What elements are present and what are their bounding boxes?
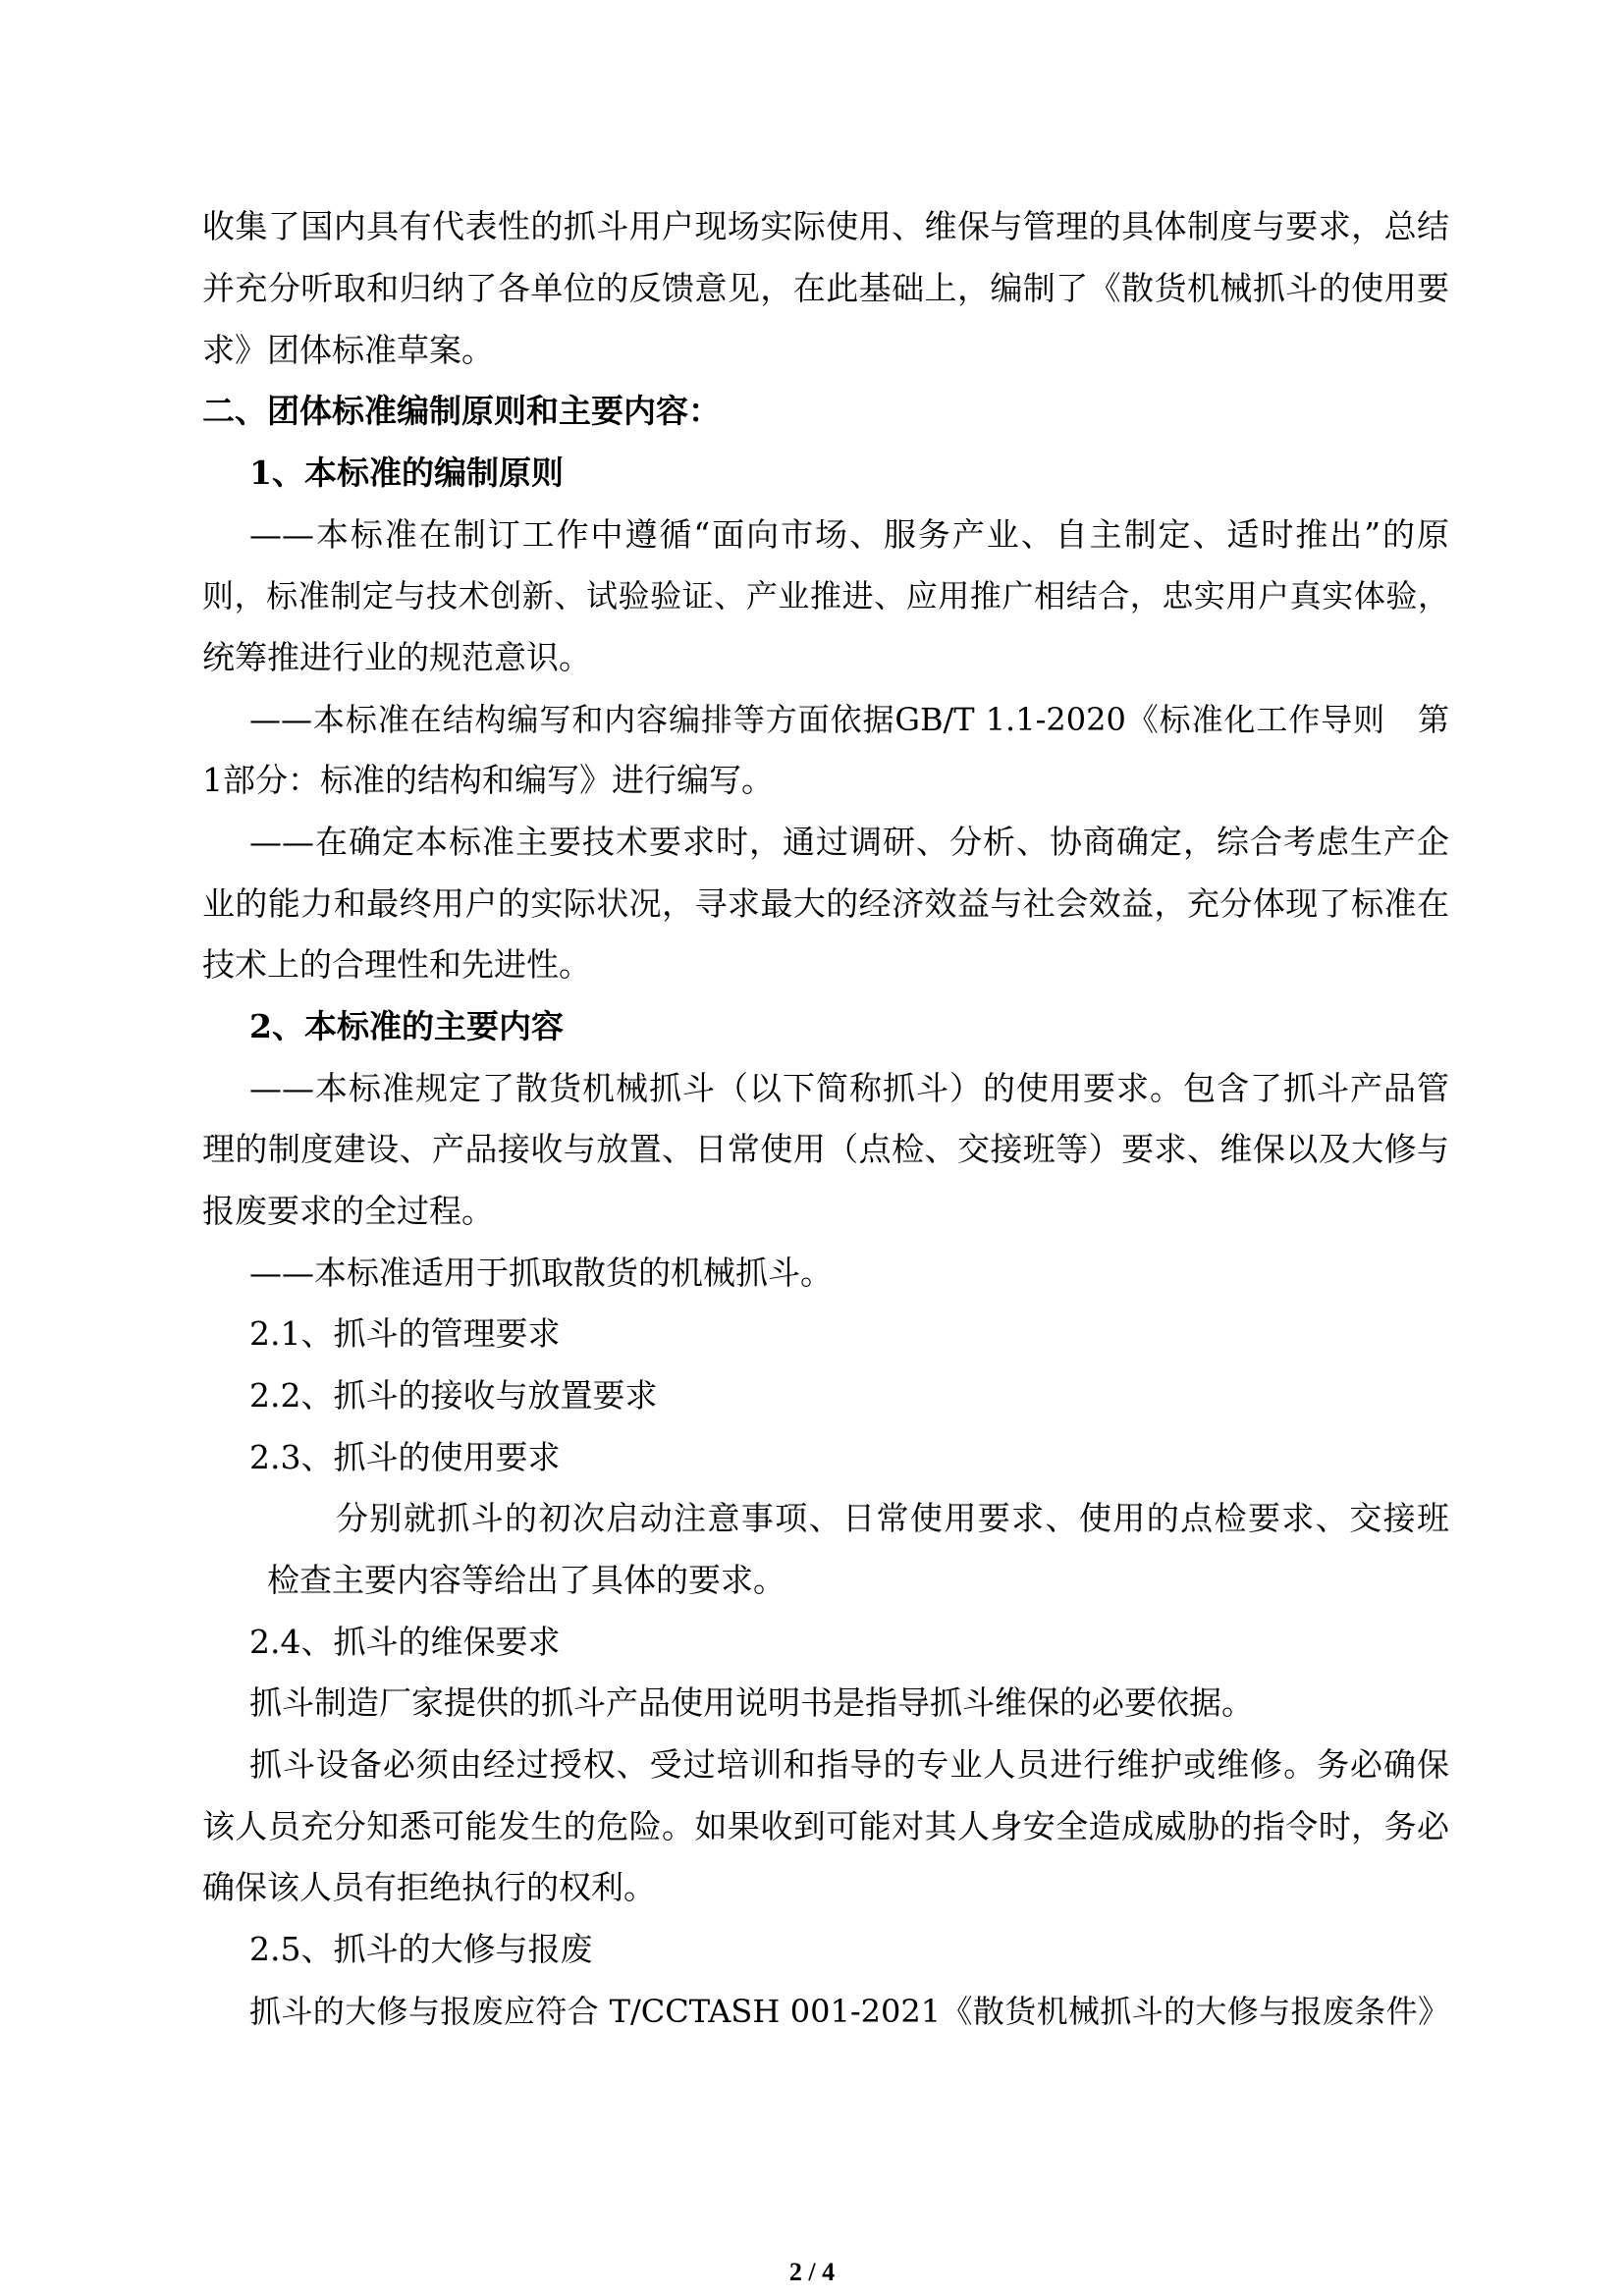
paragraph-line: 技术上的合理性和先进性。 bbox=[202, 945, 591, 984]
paragraph-line: 统筹推进行业的规范意识。 bbox=[202, 638, 591, 676]
paragraph-line: 则，标准制定与技术创新、试验验证、产业推进、应用推广相结合，忠实用户真实体验， bbox=[202, 577, 1449, 614]
paragraph-line: 分别就抓斗的初次启动注意事项、日常使用要求、使用的点检要求、交接班 bbox=[336, 1499, 1449, 1537]
item-heading: 2.2、抓斗的接收与放置要求 bbox=[249, 1376, 658, 1415]
paragraph-line: 求》团体标准草案。 bbox=[202, 331, 494, 369]
paragraph-line: 收集了国内具有代表性的抓斗用户现场实际使用、维保与管理的具体制度与要求，总结 bbox=[202, 207, 1449, 245]
paragraph-line: ——本标准在结构编写和内容编排等方面依据GB/T 1.1-2020《标准化工作导则 第 bbox=[249, 701, 1449, 738]
paragraph-line: 该人员充分知悉可能发生的危险。如果收到可能对其人身安全造成威胁的指令时，务必 bbox=[202, 1807, 1449, 1845]
item-heading: 2.4、抓斗的维保要求 bbox=[249, 1623, 561, 1661]
paragraph-line: 检查主要内容等给出了具体的要求。 bbox=[267, 1561, 785, 1599]
paragraph-line: ——本标准规定了散货机械抓斗（以下简称抓斗）的使用要求。包含了抓斗产品管 bbox=[249, 1069, 1449, 1107]
paragraph-line: 业的能力和最终用户的实际状况，寻求最大的经济效益与社会效益，充分体现了标准在 bbox=[202, 884, 1449, 923]
paragraph-line: 并充分听取和归纳了各单位的反馈意见，在此基础上，编制了《散货机械抓斗的使用要 bbox=[202, 269, 1449, 307]
paragraph-line: ——本标准在制订工作中遵循“面向市场、服务产业、自主制定、适时推出”的原 bbox=[249, 515, 1449, 554]
page-number: 2 / 4 bbox=[788, 2258, 836, 2286]
paragraph-line: ——本标准适用于抓取散货的机械抓斗。 bbox=[249, 1254, 833, 1292]
item-heading: 2.1、抓斗的管理要求 bbox=[249, 1314, 561, 1353]
subsection-heading: 1、本标准的编制原则 bbox=[249, 454, 564, 492]
section-heading: 二、团体标准编制原则和主要内容： bbox=[202, 392, 721, 430]
item-heading: 2.3、抓斗的使用要求 bbox=[249, 1438, 561, 1476]
paragraph-line: 理的制度建设、产品接收与放置、日常使用（点检、交接班等）要求、维保以及大修与 bbox=[202, 1130, 1449, 1168]
paragraph-line: ——在确定本标准主要技术要求时，通过调研、分析、协商确定，综合考虑生产企 bbox=[249, 823, 1449, 861]
paragraph-line: 报废要求的全过程。 bbox=[202, 1192, 494, 1230]
item-heading: 2.5、抓斗的大修与报废 bbox=[249, 1930, 593, 1968]
paragraph-line: 确保该人员有拒绝执行的权利。 bbox=[202, 1868, 656, 1906]
paragraph-line: 抓斗的大修与报废应符合 T/CCTASH 001-2021《散货机械抓斗的大修与报废条件》 bbox=[249, 1993, 1449, 2030]
subsection-heading: 2、本标准的主要内容 bbox=[249, 1007, 564, 1045]
paragraph-line: 抓斗设备必须由经过授权、受过培训和指导的专业人员进行维护或维修。务必确保 bbox=[249, 1745, 1449, 1784]
paragraph-line: 1部分：标准的结构和编写》进行编写。 bbox=[202, 761, 774, 799]
paragraph-line: 抓斗制造厂家提供的抓斗产品使用说明书是指导抓斗维保的必要依据。 bbox=[249, 1683, 1254, 1722]
